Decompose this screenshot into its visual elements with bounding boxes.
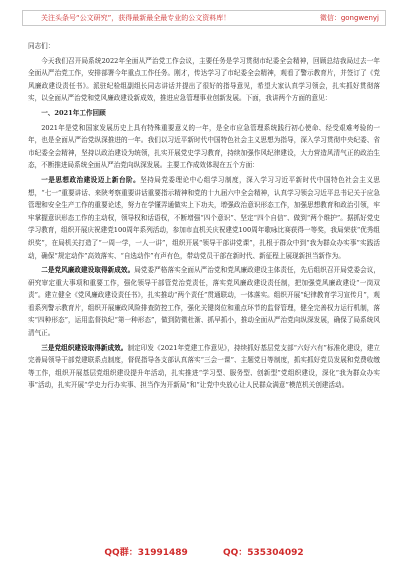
footer-qq: QQ：535304092 [222,548,304,558]
point-3-lead: 三是党组织建设取得新成效。 [41,343,128,352]
point-2-lead: 二是党风廉政建设取得新成效。 [41,266,135,275]
paragraph-point-3 [28,342,380,392]
footer-qq-group: QQ群：31991489 [104,548,188,558]
point-3-text: 制定印发《2021年党建工作意见》，持续抓好基层党支部“六好六有”标准化建设，建立完善局领导干部党建联系点制度，督促指导各支部认真落实“三会一课”、主题党日等制度，抓实抓好党员发展和党费收缴等工作，组织开展基层党组织建设提升年活动，扎实推进“学习型、服务型、创新型”党组织建设，深化“我为群众办实事”活动，扎实开展“学史力行办实事、担当作为开新局”和“让党中央放心让人民群众满意”模范机关创建活动。 [28,343,380,390]
paragraph-opening: 今天我们召开局系统2022年全面从严治党工作会议，主要任务是学习贯彻市纪委全会精神，回顾总结我局过去一年全面从严治党工作，安排部署今年重点工作任务。刚才，传达学习了市纪委全会精神，观看了警示教育片，并签订了《党风廉政建设责任书》。派驻纪检组副组长同志讲话并提出了很好的指导意见，希望大家认真学习领会，扎实抓好贯彻落实，以全面从严治党和党风廉政建设新成效，推进应急管理事业创新发展。下面，我讲两个方面的意见： [28,56,380,103]
paragraph-point-2 [28,264,380,340]
point-1-lead: 一是思想政治建设迈上新台阶。 [41,175,141,184]
header-notice[interactable]: 关注头条号“公文研究”，获得最新最全最专业的公文资料库！ [41,14,231,22]
paragraph-overview: 2021年是党和国家发展历史上具有特殊重要意义的一年，是全市应急管理系统践行初心使命、经受艰难考验的一年，也是全面从严治党纵深推进的一年。我们以习近平新时代中国特色社会主义思想为指导，深入学习贯彻中央纪委、省市纪委全会精神，坚持以政治建设为统领，扎实开展党史学习教育，持续加强作风纪律建设，大力营造风清气正的政治生态，不断推进局系统全面从严治党向纵深发展。主要工作成效体现在五个方面： [28,123,380,170]
paragraph-point-1 [28,174,380,262]
greeting: 同志们： [28,42,55,50]
point-2-text: 局党委严格落实全面从严治党和党风廉政建设主体责任，先后组织召开局党委会议，研究审定重大事项和重要工作，强化领导干部管党治党责任，落实党风廉政建设责任制，把加强党风廉政建设“一岗双责”。建立健全《党风廉政建设责任书》，扎实推动“两个责任”贯通联动，一体落实。组织开展“纪律教育学习宣传月”，观看系列警示教育片，组织开展廉政风险排查防控工作，强化关键岗位和重点环节的监督管理，健全完善权力运行机制，落实“四种形态”，运用监督执纪“第一种形态”，做到防微杜渐、抓早抓小，推动全面从严治党向纵深发展，确保了局系统风清气正。 [28,266,381,338]
footer-contacts [0,545,408,558]
document-body [28,40,380,392]
header-wechat: 微信：gongwenyj [319,14,379,22]
point-1-text: 坚持局党委理论中心组学习制度，深入学习习近平新时代中国特色社会主义思想，“七一”重要讲话、来陕考察重要讲话重要指示精神和党的十九届六中全会精神，认真学习领会习近平总书记关于应急管理和安全生产工作的重要论述，努力在学懂弄通做实上下功夫，增强政治意识形态工作，加强思想教育和政治引领，牢牢掌握意识形态工作的主动权，领导权和话语权，不断增强“四个意识”、坚定“四个自信”、做到“两个维护”。据抓好党史学习教育，组织开展庆祝建党100周年系列活动，参加市直机关庆祝建党100周年歌咏比赛获得一等奖，我局荣获“优秀组织奖”，在局机关打造了“一周一学，一人一讲”，组织开展“领导干部讲党课”，扎根于群众中到“我为群众办实事”实践活动，确保“规定动作”高效落实、“自选动作”有声有色，带动党员干部在新时代、新征程上展现新担当新作为。 [28,175,381,260]
section-heading: 一、2021年工作回顾 [41,108,106,117]
header-banner [22,10,386,26]
